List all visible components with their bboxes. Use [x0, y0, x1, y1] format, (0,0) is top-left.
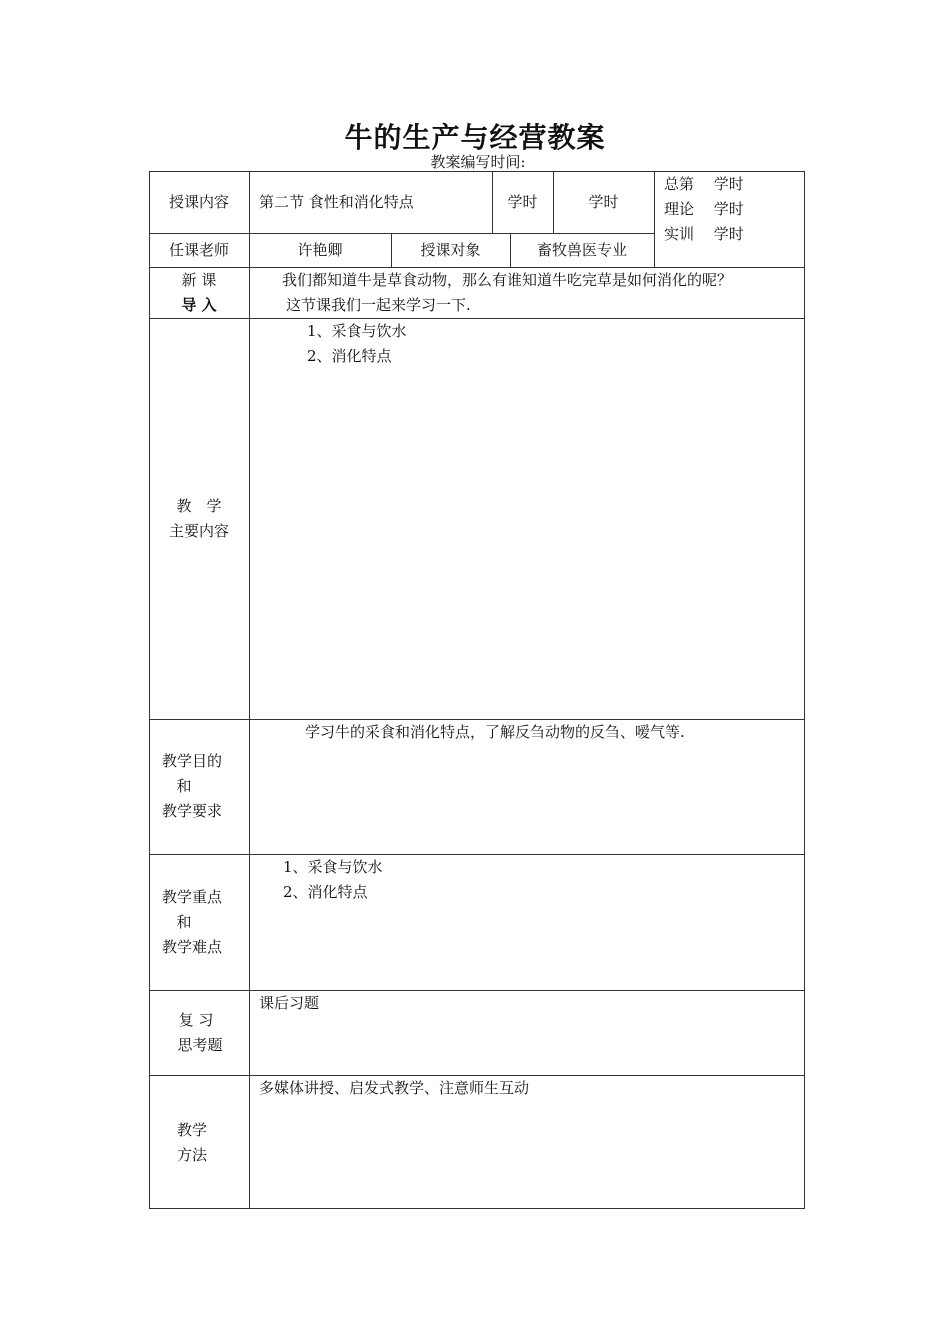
- objectives-label: 教学目的: [161, 752, 222, 770]
- methods-label: 教学: [176, 1121, 207, 1139]
- key-points-item: 2、消化特点: [283, 883, 368, 901]
- main-content-label: 主要内容: [168, 522, 229, 540]
- document-subtitle: 教案编写时间:: [430, 153, 526, 171]
- course-content-label: 授课内容: [168, 193, 229, 211]
- review-text: 课后习题: [259, 994, 320, 1012]
- row-divider: [149, 318, 805, 319]
- course-content-value: 第二节 食性和消化特点: [259, 193, 414, 211]
- review-label: 复 习: [178, 1011, 214, 1029]
- objectives-text: 学习牛的采食和消化特点，了解反刍动物的反刍、嗳气等.: [305, 723, 685, 741]
- key-points-item: 1、采食与饮水: [283, 858, 383, 876]
- objectives-label: 和: [176, 777, 192, 795]
- main-content-label: 教 学: [176, 497, 222, 515]
- objectives-label: 教学要求: [161, 802, 222, 820]
- intro-label: 新 课: [181, 271, 217, 289]
- row-divider: [149, 990, 805, 991]
- col-divider: [654, 171, 655, 267]
- main-content-item: 2、消化特点: [307, 347, 392, 365]
- key-points-label: 教学重点: [161, 888, 222, 906]
- row-divider: [149, 854, 805, 855]
- intro-text: 我们都知道牛是草食动物，那么有谁知道牛吃完草是如何消化的呢？: [282, 271, 733, 289]
- key-points-label: 教学难点: [161, 938, 222, 956]
- teacher-value: 许艳卿: [297, 241, 343, 259]
- methods-label: 方法: [176, 1146, 207, 1164]
- hours-label: 学时: [588, 193, 619, 211]
- document-title: 牛的生产与经营教案: [344, 121, 606, 154]
- table-border-right: [804, 171, 805, 1209]
- teacher-label: 任课老师: [168, 241, 229, 259]
- audience-label: 授课对象: [420, 241, 481, 259]
- hours-practice: 实训 学时: [664, 225, 744, 243]
- row-divider: [149, 233, 655, 234]
- lesson-plan-table: [149, 171, 805, 1209]
- audience-value: 畜牧兽医专业: [536, 241, 627, 259]
- main-content-item: 1、采食与饮水: [307, 322, 407, 340]
- table-border-bottom: [149, 1208, 805, 1209]
- intro-text: 这节课我们一起来学习一下.: [286, 296, 471, 314]
- key-points-label: 和: [176, 913, 192, 931]
- review-label: 思考题: [177, 1036, 223, 1054]
- hours-total: 总第 学时: [664, 175, 744, 193]
- hours-label: 学时: [507, 193, 538, 211]
- methods-text: 多媒体讲授、启发式教学、注意师生互动: [259, 1079, 530, 1097]
- intro-label: 导 入: [181, 296, 217, 314]
- hours-theory: 理论 学时: [664, 200, 744, 218]
